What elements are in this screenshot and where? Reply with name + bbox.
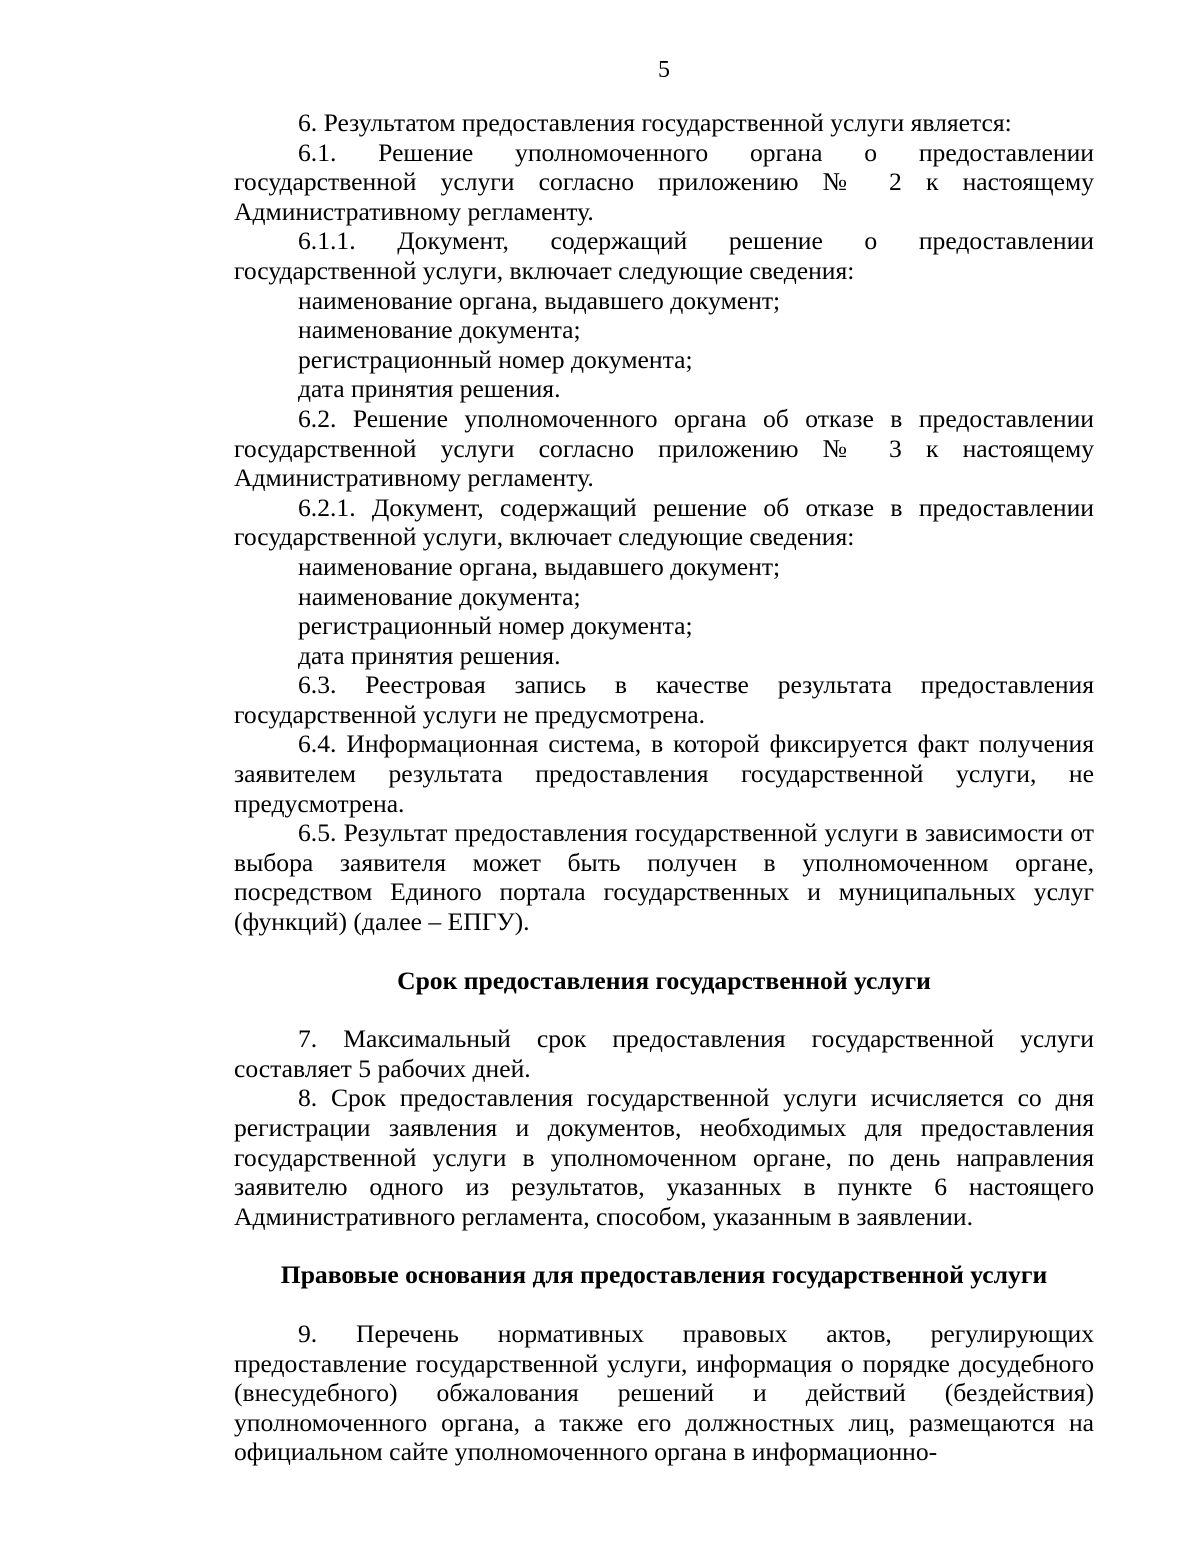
section-heading-legal-basis: Правовые основания для предоставления государственной услуги [280,1260,1048,1290]
paragraph-6-1-1: 6.1.1. Документ, содержащий решение о предоставлении государственной услуги, включает следующие сведения: [234,226,1094,285]
list-item: наименование документа; [298,315,581,345]
paragraph-6-4: 6.4. Информационная система, в которой фиксируется факт получения заявителем результата предоставления государственной услуги, не предусмотрена. [234,729,1094,818]
page-number: 5 [658,57,670,83]
paragraph-6-5: 6.5. Результат предоставления государственной услуги в зависимости от выбора заявителя может быть получен в уполномоченном органе, посредством Единого портала государственных и муниципальных услуг (функций) (далее – ЕПГУ). [234,818,1094,937]
list-item: регистрационный номер документа; [298,611,693,641]
spacer [234,937,1094,966]
list-item: дата принятия решения. [298,640,561,670]
paragraph-6-1: 6.1. Решение уполномоченного органа о предоставлении государственной услуги согласно приложению № 2 к настоящему Административному регламенту. [234,137,1094,226]
paragraph-6: 6. Результатом предоставления государственной услуги является: [298,108,1012,137]
list-item: наименование органа, выдавшего документ; [298,551,781,581]
spacer [234,1290,1094,1319]
document-body [234,108,1094,1467]
paragraph-6-3: 6.3. Реестровая запись в качестве результата предоставления государственной услуги не предусмотрена. [234,670,1094,729]
list-item: наименование органа, выдавшего документ; [298,285,781,315]
paragraph-8: 8. Срок предоставления государственной услуги исчисляется со дня регистрации заявления и документов, необходимых для предоставления государственной услуги в уполномоченном органе, по день направления заявителю одного из результатов, указанных в пункте 6 настоящего Административного регламента, способом, указанным в заявлении. [234,1083,1094,1231]
list-item: дата принятия решения. [298,374,561,404]
paragraph-9: 9. Перечень нормативных правовых актов, регулирующих предоставление государственной услуги, информация о порядке досудебного (внесудебного) обжалования решений и действий (бездействия) уполномоченного органа, а также его должностных лиц, размещаются на официальном сайте уполномоченного органа в информационно- [234,1318,1094,1467]
paragraph-6-2-1: 6.2.1. Документ, содержащий решение об отказе в предоставлении государственной услуги, включает следующие сведения: [234,492,1094,552]
spacer [234,1231,1094,1260]
list-item: регистрационный номер документа; [298,344,693,374]
list-item: наименование документа; [298,581,581,611]
section-heading-term: Срок предоставления государственной услуги [397,965,931,995]
paragraph-6-2: 6.2. Решение уполномоченного органа об отказе в предоставлении государственной услуги согласно приложению № 3 к настоящему Административному регламенту. [234,403,1094,493]
spacer [234,995,1094,1024]
paragraph-7: 7. Максимальный срок предоставления государственной услуги составляет 5 рабочих дней. [234,1024,1094,1083]
